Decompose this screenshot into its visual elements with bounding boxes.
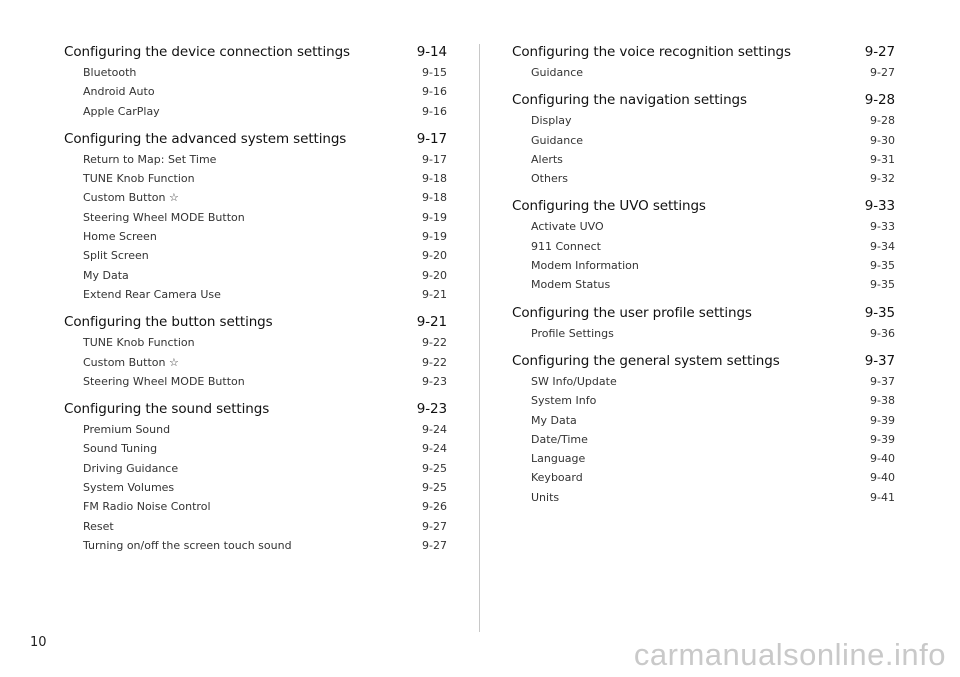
entry-page-ref: 9-21 xyxy=(422,287,447,301)
toc-entry[interactable] xyxy=(64,517,447,536)
entry-page-ref: 9-17 xyxy=(422,152,447,166)
section-title: Configuring the navigation settings xyxy=(512,92,747,109)
entry-page-ref: 9-40 xyxy=(870,471,895,485)
entry-title: Keyboard xyxy=(531,471,583,485)
toc-section-heading[interactable] xyxy=(512,196,895,216)
section-title: Configuring the button settings xyxy=(64,314,273,331)
toc-entry[interactable] xyxy=(512,150,895,169)
entry-page-ref: 9-35 xyxy=(870,278,895,292)
entry-title: SW Info/Update xyxy=(531,374,617,388)
entry-title: Custom Button ☆ xyxy=(83,191,179,205)
entry-page-ref: 9-16 xyxy=(422,85,447,99)
toc-entry[interactable] xyxy=(512,391,895,410)
toc-entry[interactable] xyxy=(64,208,447,227)
section-page-ref: 9-35 xyxy=(864,304,895,321)
section-page-ref: 9-14 xyxy=(416,44,447,60)
toc-entry[interactable] xyxy=(512,131,895,150)
entry-page-ref: 9-27 xyxy=(422,519,447,533)
section-page-ref: 9-37 xyxy=(864,352,895,369)
entry-title: Language xyxy=(531,452,586,466)
toc-section xyxy=(512,42,895,82)
entry-title: My Data xyxy=(83,268,129,282)
entry-page-ref: 9-34 xyxy=(870,239,895,253)
entry-page-ref: 9-27 xyxy=(870,66,895,79)
entry-title: Bluetooth xyxy=(83,66,137,79)
toc-entry[interactable] xyxy=(512,256,895,275)
section-page-ref: 9-23 xyxy=(416,401,447,418)
entry-page-ref: 9-19 xyxy=(422,210,447,224)
toc-section xyxy=(512,196,895,294)
entry-page-ref: 9-19 xyxy=(422,230,447,244)
toc-entry[interactable] xyxy=(64,82,447,101)
entry-page-ref: 9-20 xyxy=(422,268,447,282)
entry-title: Apple CarPlay xyxy=(83,104,160,118)
toc-entry[interactable] xyxy=(64,536,447,555)
entry-page-ref: 9-36 xyxy=(870,326,895,340)
toc-entry[interactable] xyxy=(512,449,895,468)
toc-entry[interactable] xyxy=(64,497,447,516)
toc-entry[interactable] xyxy=(64,102,447,121)
toc-entry[interactable] xyxy=(64,63,447,82)
toc-section xyxy=(64,312,447,391)
toc-entry[interactable] xyxy=(512,372,895,391)
toc-entry[interactable] xyxy=(512,411,895,430)
toc-entry[interactable] xyxy=(512,237,895,256)
toc-section-heading[interactable] xyxy=(64,312,447,332)
section-page-ref: 9-27 xyxy=(864,44,895,60)
entry-title: Sound Tuning xyxy=(83,442,158,456)
toc-entry[interactable] xyxy=(64,439,447,458)
toc-section-heading[interactable] xyxy=(64,399,447,419)
toc-entry[interactable] xyxy=(64,459,447,478)
entry-page-ref: 9-26 xyxy=(422,500,447,514)
entry-page-ref: 9-24 xyxy=(422,423,447,437)
toc-section-heading[interactable] xyxy=(64,129,447,149)
entry-title: FM Radio Noise Control xyxy=(83,500,211,514)
toc-entry[interactable] xyxy=(64,353,447,372)
toc-entry[interactable] xyxy=(512,468,895,487)
toc-entry[interactable] xyxy=(512,217,895,236)
toc-entry[interactable] xyxy=(512,488,895,507)
toc-entry[interactable] xyxy=(512,430,895,449)
section-page-ref: 9-28 xyxy=(864,92,895,109)
toc-section-heading[interactable] xyxy=(512,42,895,62)
toc-entry[interactable] xyxy=(64,285,447,304)
section-title: Configuring the sound settings xyxy=(64,401,270,418)
watermark: carmanualsonline.info xyxy=(633,637,946,672)
toc-entry[interactable] xyxy=(64,478,447,497)
entry-title: Display xyxy=(531,114,572,128)
toc-section-heading[interactable] xyxy=(512,90,895,110)
section-title: Configuring the device connection settings xyxy=(64,44,350,60)
entry-title: Android Auto xyxy=(83,85,155,99)
entry-page-ref: 9-33 xyxy=(870,220,895,234)
toc-section xyxy=(64,129,447,304)
section-page-ref: 9-21 xyxy=(416,314,447,331)
toc-entry[interactable] xyxy=(64,266,447,285)
entry-title: Custom Button ☆ xyxy=(83,355,179,369)
entry-title: Others xyxy=(531,172,568,186)
entry-title: Steering Wheel MODE Button xyxy=(83,210,245,224)
toc-entry[interactable] xyxy=(512,169,895,188)
entry-page-ref: 9-18 xyxy=(422,172,447,186)
toc-section xyxy=(64,42,447,121)
entry-page-ref: 9-15 xyxy=(422,66,447,79)
toc-entry[interactable] xyxy=(64,169,447,188)
entry-title: 911 Connect xyxy=(531,239,601,253)
entry-title: Return to Map: Set Time xyxy=(83,152,217,166)
entry-title: Activate UVO xyxy=(531,220,604,234)
entry-title: Profile Settings xyxy=(531,326,614,340)
entry-page-ref: 9-20 xyxy=(422,249,447,263)
entry-page-ref: 9-23 xyxy=(422,374,447,388)
entry-title: Driving Guidance xyxy=(83,461,179,475)
entry-page-ref: 9-16 xyxy=(422,104,447,118)
section-title: Configuring the general system settings xyxy=(512,352,780,369)
section-title: Configuring the UVO settings xyxy=(512,198,706,215)
entry-title: Alerts xyxy=(531,152,563,166)
column-divider xyxy=(479,44,480,632)
toc-entry[interactable] xyxy=(512,111,895,130)
toc-entry[interactable] xyxy=(512,324,895,343)
entry-page-ref: 9-39 xyxy=(870,413,895,427)
toc-section-heading[interactable] xyxy=(64,42,447,62)
entry-page-ref: 9-25 xyxy=(422,461,447,475)
entry-page-ref: 9-40 xyxy=(870,452,895,466)
toc-left-column xyxy=(64,42,447,563)
entry-page-ref: 9-41 xyxy=(870,490,895,504)
entry-title: Units xyxy=(531,490,560,504)
entry-title: TUNE Knob Function xyxy=(83,172,195,186)
entry-page-ref: 9-27 xyxy=(422,538,447,552)
entry-page-ref: 9-25 xyxy=(422,481,447,495)
entry-page-ref: 9-28 xyxy=(870,114,895,128)
entry-title: Guidance xyxy=(531,133,584,147)
entry-title: Modem Status xyxy=(531,278,611,292)
entry-title: TUNE Knob Function xyxy=(83,336,195,350)
entry-title: Guidance xyxy=(531,66,584,79)
toc-entry[interactable] xyxy=(64,246,447,265)
entry-page-ref: 9-30 xyxy=(870,133,895,147)
toc-entry[interactable] xyxy=(64,372,447,391)
entry-title: Turning on/off the screen touch sound xyxy=(83,538,292,552)
toc-section xyxy=(64,399,447,555)
toc-section xyxy=(512,351,895,507)
section-title: Configuring the advanced system settings xyxy=(64,130,347,147)
entry-title: Steering Wheel MODE Button xyxy=(83,374,245,388)
toc-section-heading[interactable] xyxy=(512,351,895,371)
page-number: 10 xyxy=(30,635,47,650)
entry-page-ref: 9-32 xyxy=(870,172,895,186)
entry-title: Modem Information xyxy=(531,259,639,273)
toc-entry[interactable] xyxy=(64,333,447,352)
section-page-ref: 9-17 xyxy=(416,130,447,147)
entry-page-ref: 9-37 xyxy=(870,374,895,388)
toc-section xyxy=(512,90,895,188)
entry-page-ref: 9-24 xyxy=(422,442,447,456)
entry-title: System Volumes xyxy=(83,481,175,495)
toc-entry[interactable] xyxy=(64,188,447,207)
toc-entry[interactable] xyxy=(64,420,447,439)
entry-page-ref: 9-22 xyxy=(422,355,447,369)
entry-title: Split Screen xyxy=(83,249,149,263)
section-page-ref: 9-33 xyxy=(864,198,895,215)
entry-title: Reset xyxy=(83,519,114,533)
entry-title: Date/Time xyxy=(531,432,588,446)
entry-page-ref: 9-39 xyxy=(870,432,895,446)
entry-title: Home Screen xyxy=(83,230,157,244)
entry-page-ref: 9-18 xyxy=(422,191,447,205)
section-title: Configuring the user profile settings xyxy=(512,304,752,321)
entry-page-ref: 9-31 xyxy=(870,152,895,166)
toc-entry[interactable] xyxy=(64,150,447,169)
toc-entry[interactable] xyxy=(512,63,895,82)
entry-title: System Info xyxy=(531,394,597,408)
toc-section xyxy=(512,303,895,343)
entry-title: Premium Sound xyxy=(83,423,171,437)
section-title: Configuring the voice recognition settings xyxy=(512,44,791,60)
toc-section-heading[interactable] xyxy=(512,303,895,323)
toc-entry[interactable] xyxy=(512,275,895,294)
entry-page-ref: 9-38 xyxy=(870,394,895,408)
toc-right-column xyxy=(512,42,895,515)
entry-title: Extend Rear Camera Use xyxy=(83,287,221,301)
entry-page-ref: 9-22 xyxy=(422,336,447,350)
toc-entry[interactable] xyxy=(64,227,447,246)
entry-page-ref: 9-35 xyxy=(870,259,895,273)
entry-title: My Data xyxy=(531,413,577,427)
